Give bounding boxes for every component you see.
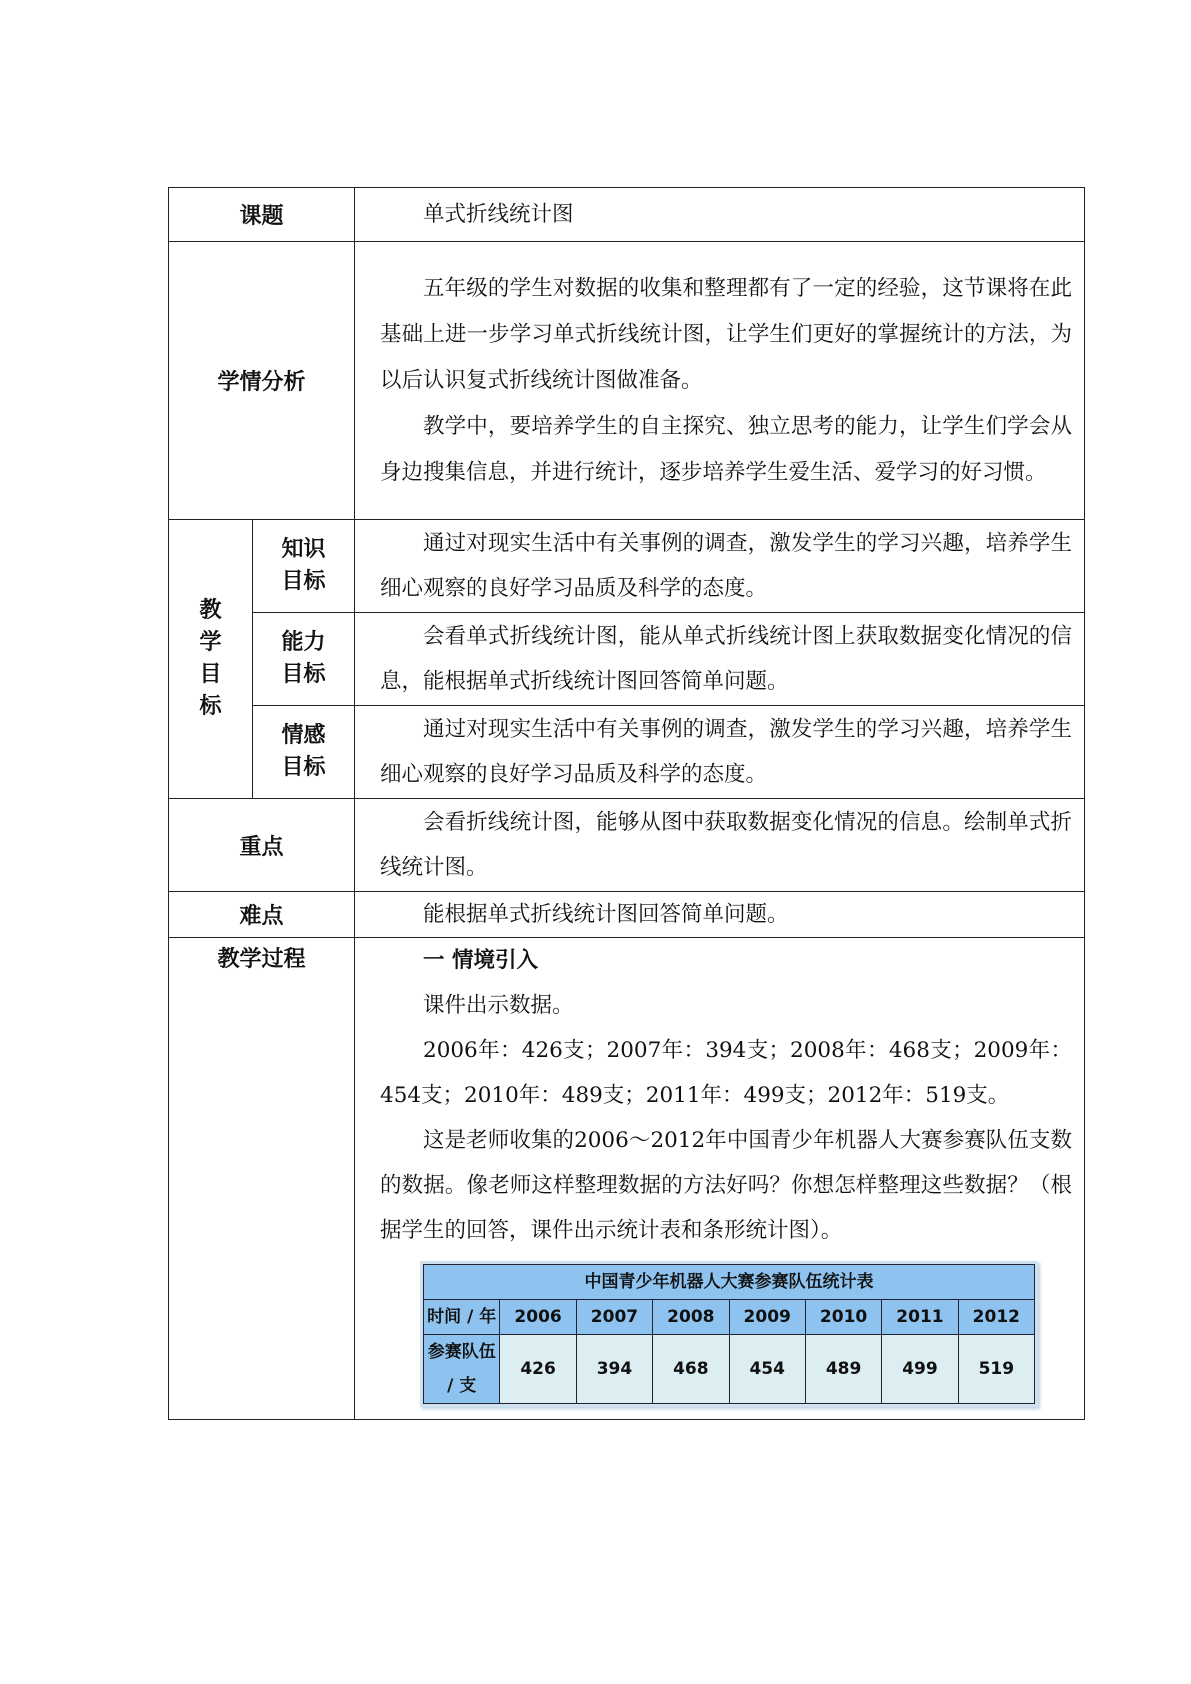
- stat-team-cell: 394: [576, 1335, 652, 1404]
- key-point-text: 会看折线统计图，能够从图中获取数据变化情况的信息。绘制单式折线统计图。: [380, 810, 1073, 880]
- key-point-label: 重点: [169, 799, 355, 892]
- difficulty-label: 难点: [169, 892, 355, 938]
- stat-team-cell: 426: [500, 1335, 576, 1404]
- stat-year-cell: 2006: [500, 1300, 576, 1335]
- goal-label-emotion: [253, 706, 355, 799]
- stat-table: [423, 1264, 1035, 1404]
- goal-label-line: 目标: [281, 569, 326, 594]
- goal-label-ability: [253, 613, 355, 706]
- stat-team-cell: 489: [805, 1335, 881, 1404]
- process-heading: 一 情境引入: [423, 948, 539, 973]
- stat-team-cell: 468: [653, 1335, 729, 1404]
- goal-text: 通过对现实生活中有关事例的调查，激发学生的学习兴趣，培养学生细心观察的良好学习品质及科学的态度。: [380, 531, 1073, 601]
- process-paragraph: 课件出示数据。: [423, 993, 574, 1018]
- goal-text: 会看单式折线统计图，能从单式折线统计图上获取数据变化情况的信息，能根据单式折线统计图回答简单问题。: [380, 624, 1073, 694]
- stat-team-cell: 454: [729, 1335, 805, 1404]
- analysis-paragraph: 教学中，要培养学生的自主探究、独立思考的能力，让学生们学会从身边搜集信息，并进行统计，逐步培养学生爱生活、爱学习的好习惯。: [380, 413, 1073, 485]
- goal-text-knowledge: [355, 520, 1085, 613]
- goal-label-knowledge: [253, 520, 355, 613]
- analysis-label: 学情分析: [169, 242, 355, 520]
- stat-year-cell: 2008: [653, 1300, 729, 1335]
- stat-year-cell: 2010: [805, 1300, 881, 1335]
- stat-title-row: [424, 1265, 1035, 1300]
- goal-text: 通过对现实生活中有关事例的调查，激发学生的学习兴趣，培养学生细心观察的良好学习品质及科学的态度。: [380, 717, 1073, 787]
- goals-label-char: 学: [199, 630, 222, 655]
- goal-row-knowledge: [169, 520, 1085, 613]
- process-label: 教学过程: [169, 938, 355, 1420]
- stat-team-cell: 499: [882, 1335, 958, 1404]
- goals-label: [169, 520, 253, 799]
- goal-text-emotion: [355, 706, 1085, 799]
- topic-value: [355, 188, 1085, 242]
- stat-title: 中国青少年机器人大赛参赛队伍统计表: [424, 1265, 1035, 1300]
- topic-row: [169, 188, 1085, 242]
- stat-teams-row: [424, 1335, 1035, 1404]
- process-row: [169, 938, 1085, 1420]
- goal-label-line: 能力: [281, 630, 326, 655]
- topic-text: 单式折线统计图: [423, 201, 574, 227]
- goal-row-ability: [169, 613, 1085, 706]
- stat-year-cell: 2009: [729, 1300, 805, 1335]
- goal-label-line: 目标: [281, 755, 326, 780]
- analysis-paragraph: 五年级的学生对数据的收集和整理都有了一定的经验，这节课将在此基础上进一步学习单式折线统计图，让学生们更好的掌握统计的方法，为以后认识复式折线统计图做准备。: [380, 275, 1073, 393]
- lesson-plan-table: [168, 187, 1085, 1420]
- stat-year-cell: 2007: [576, 1300, 652, 1335]
- process-paragraph: 这是老师收集的2006～2012年中国青少年机器人大赛参赛队伍支数的数据。像老师这样整理数据的方法好吗？你想怎样整理这些数据？（根据学生的回答，课件出示统计表和条形统计图）。: [380, 1128, 1073, 1243]
- goal-label-line: 情感: [281, 723, 326, 748]
- stat-team-cell: 519: [958, 1335, 1034, 1404]
- goal-text-ability: [355, 613, 1085, 706]
- stat-year-row: [424, 1300, 1035, 1335]
- stat-year-cell: 2011: [882, 1300, 958, 1335]
- process-content: [355, 938, 1085, 1420]
- difficulty-row: [169, 892, 1085, 938]
- process-paragraph: 2006年：426支；2007年：394支；2008年：468支；2009年：454支；2010年：489支；2011年：499支；2012年：519支。: [380, 1038, 1073, 1108]
- stat-year-cell: 2012: [958, 1300, 1034, 1335]
- goals-label-char: 标: [199, 694, 222, 719]
- analysis-content: [355, 242, 1085, 520]
- analysis-row: [169, 242, 1085, 520]
- difficulty-content: [355, 892, 1085, 938]
- stat-table-figure: [420, 1261, 1038, 1407]
- goals-label-char: 教: [199, 598, 222, 623]
- goal-row-emotion: [169, 706, 1085, 799]
- difficulty-text: 能根据单式折线统计图回答简单问题。: [423, 902, 789, 927]
- key-point-row: [169, 799, 1085, 892]
- stat-row-label: 时间 / 年: [424, 1300, 500, 1335]
- goal-label-line: 目标: [281, 662, 326, 687]
- goals-label-char: 目: [199, 662, 222, 687]
- key-point-content: [355, 799, 1085, 892]
- stat-row-label: 参赛队伍 / 支: [424, 1335, 500, 1404]
- goal-label-line: 知识: [281, 537, 326, 562]
- topic-label: 课题: [169, 188, 355, 242]
